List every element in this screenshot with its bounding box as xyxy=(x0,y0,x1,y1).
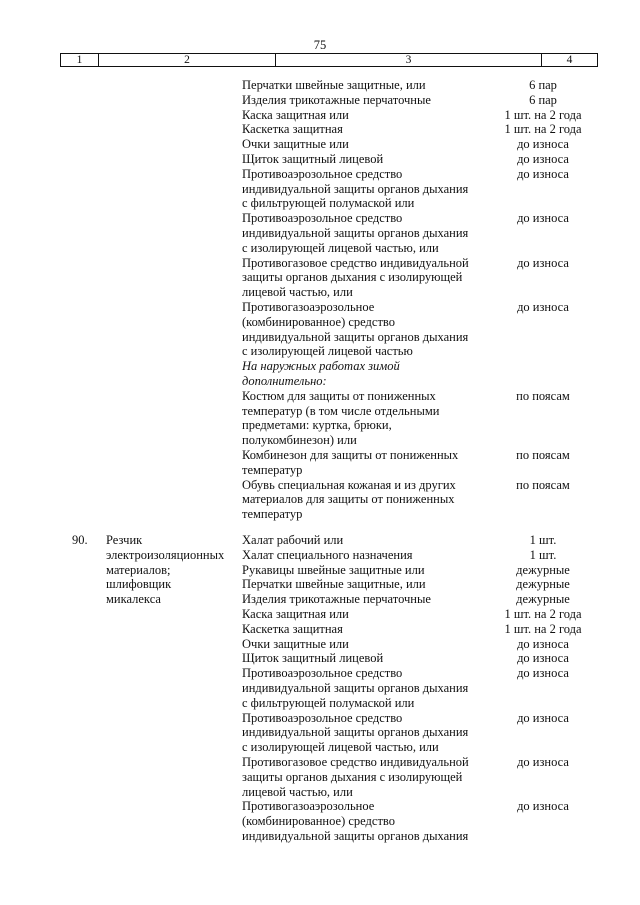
item-line: Обувь специальная кожаная и из других xyxy=(242,477,456,492)
profession-line: электроизоляционных xyxy=(106,547,225,562)
block1-item-quantity: по поясам xyxy=(516,388,570,403)
block1-item-text xyxy=(242,359,492,389)
item-line: лицевой частью, или xyxy=(242,285,353,300)
block1-item-text xyxy=(242,448,492,478)
table-header xyxy=(60,53,598,67)
item-line: Халат специального назначения xyxy=(242,547,413,562)
header-col-1: 1 xyxy=(76,54,83,66)
block1-item-quantity: 6 пар xyxy=(529,78,557,92)
block1-item-quantity: 6 пар xyxy=(529,92,557,107)
entry90-item-text xyxy=(242,592,492,607)
entry90-item-quantity: до износа xyxy=(517,755,569,769)
item-line: Противоаэрозольное средство xyxy=(242,666,403,681)
block1-item-text xyxy=(242,108,492,123)
block1-item-text xyxy=(242,78,492,93)
item-line: Каскетка защитная xyxy=(242,621,343,636)
item-line: индивидуальной защиты органов дыхания xyxy=(242,725,469,740)
entry90-item-quantity: до износа xyxy=(517,710,569,725)
item-line: индивидуальной защиты органов дыхания xyxy=(242,225,469,240)
header-col-4: 4 xyxy=(566,54,573,66)
entry90-item-quantity: до износа xyxy=(517,636,569,651)
item-line: предметами: куртка, брюки, xyxy=(242,418,392,433)
entry90-item-text xyxy=(242,533,492,548)
block1-item-text xyxy=(242,300,492,359)
entry90-item-text xyxy=(242,755,492,799)
entry90-item-text xyxy=(242,577,492,592)
item-line: Противогазоаэрозольное xyxy=(242,300,375,314)
item-line: Рукавицы швейные защитные или xyxy=(242,562,425,577)
item-line: Комбинезон для защиты от пониженных xyxy=(242,448,459,462)
entry90-item-text xyxy=(242,711,492,755)
entry90-item-quantity: 1 шт. xyxy=(529,533,557,547)
entry90-item-text xyxy=(242,622,492,637)
block1-item-quantity: до износа xyxy=(517,255,569,270)
item-line: с фильтрующей полумаской или xyxy=(242,196,415,211)
item-line: (комбинированное) средство xyxy=(242,814,395,829)
item-line: Противогазоаэрозольное xyxy=(242,799,375,814)
profession-name xyxy=(106,533,236,607)
item-line: Противогазовое средство индивидуальной xyxy=(242,755,469,769)
item-line: Щиток защитный лицевой xyxy=(242,651,384,666)
entry-number: 90. xyxy=(72,533,88,547)
item-line: лицевой частью, или xyxy=(242,784,353,799)
block1-item-quantity: до износа xyxy=(517,137,569,152)
entry90-item-quantity: дежурные xyxy=(516,577,570,592)
item-line: с изолирующей лицевой частью, или xyxy=(242,740,439,755)
item-line: индивидуальной защиты органов дыхания xyxy=(242,329,469,344)
block1-item-quantity: до износа xyxy=(517,300,569,314)
header-col-2: 2 xyxy=(184,54,190,66)
item-line: температур xyxy=(242,462,303,477)
entry90-item-quantity: до износа xyxy=(517,666,569,681)
item-line: дополнительно: xyxy=(242,373,327,388)
block1-item-text xyxy=(242,211,492,255)
entry90-item-text xyxy=(242,548,492,563)
entry90-item-quantity: 1 шт. на 2 года xyxy=(504,607,582,621)
block1-item-quantity: до износа xyxy=(517,166,569,181)
item-line: индивидуальной защиты органов дыхания xyxy=(242,181,469,196)
block1-item-quantity: по поясам xyxy=(516,448,570,462)
entry90-item-text xyxy=(242,563,492,578)
item-line: защиты органов дыхания с изолирующей xyxy=(242,270,463,285)
item-line: температур xyxy=(242,507,303,522)
item-line: с изолирующей лицевой частью, или xyxy=(242,240,439,255)
item-line: температур (в том числе отдельными xyxy=(242,403,440,418)
item-line: Щиток защитный лицевой xyxy=(242,152,384,166)
block1-item-quantity: до износа xyxy=(517,152,569,166)
block1-item-text xyxy=(242,389,492,448)
profession-line: материалов; xyxy=(106,562,171,577)
item-line: Халат рабочий или xyxy=(242,533,344,547)
item-line: материалов для защиты от пониженных xyxy=(242,492,455,507)
item-line: Каска защитная или xyxy=(242,107,349,122)
block1-item-quantity: 1 шт. на 2 года xyxy=(504,122,582,137)
item-line: с изолирующей лицевой частью xyxy=(242,344,413,359)
entry90-item-quantity: до износа xyxy=(517,651,569,666)
item-line: (комбинированное) средство xyxy=(242,314,395,329)
item-line: с фильтрующей полумаской или xyxy=(242,695,415,710)
block1-item-text xyxy=(242,152,492,167)
item-line: Противогазовое средство индивидуальной xyxy=(242,255,469,270)
block1-item-text xyxy=(242,256,492,300)
entry90-item-quantity: дежурные xyxy=(516,592,570,607)
item-line: Перчатки швейные защитные, или xyxy=(242,577,426,592)
item-line: Изделия трикотажные перчаточные xyxy=(242,592,431,607)
item-line: Костюм для защиты от пониженных xyxy=(242,388,436,403)
entry90-item-quantity: до износа xyxy=(517,799,569,814)
item-line: Каска защитная или xyxy=(242,607,349,621)
item-line: Противоаэрозольное средство xyxy=(242,166,403,181)
block1-item-text xyxy=(242,122,492,137)
item-line: индивидуальной защиты органов дыхания xyxy=(242,828,469,843)
entry90-item-quantity: 1 шт. xyxy=(529,547,557,562)
profession-line: Резчик xyxy=(106,533,143,547)
profession-line: шлифовщик xyxy=(106,577,172,592)
item-line: Противоаэрозольное средство xyxy=(242,211,403,226)
item-line: Очки защитные или xyxy=(242,636,349,651)
entry90-item-text xyxy=(242,651,492,666)
item-line: индивидуальной защиты органов дыхания xyxy=(242,680,469,695)
entry90-item-text xyxy=(242,666,492,710)
page-number: 75 xyxy=(313,38,327,52)
item-line: На наружных работах зимой xyxy=(242,359,400,374)
profession-line: микалекса xyxy=(106,592,161,607)
entry90-item-text xyxy=(242,607,492,622)
item-line: полукомбинезон) или xyxy=(242,433,357,448)
block1-item-text xyxy=(242,137,492,152)
item-line: Каскетка защитная xyxy=(242,122,343,137)
block1-item-text xyxy=(242,93,492,108)
item-line: защиты органов дыхания с изолирующей xyxy=(242,769,463,784)
item-line: Изделия трикотажные перчаточные xyxy=(242,92,431,107)
header-col-3: 3 xyxy=(405,54,412,66)
block1-item-text xyxy=(242,167,492,211)
entry90-item-quantity: дежурные xyxy=(516,562,570,577)
item-line: Перчатки швейные защитные, или xyxy=(242,78,426,92)
item-line: Противоаэрозольное средство xyxy=(242,710,403,725)
block1-item-quantity: по поясам xyxy=(516,477,570,492)
entry90-item-text xyxy=(242,799,492,843)
item-line: Очки защитные или xyxy=(242,137,349,152)
block1-item-text xyxy=(242,478,492,522)
block1-item-quantity: до износа xyxy=(517,211,569,226)
block1-item-quantity: 1 шт. на 2 года xyxy=(504,107,582,122)
entry90-item-quantity: 1 шт. на 2 года xyxy=(504,621,582,636)
entry90-item-text xyxy=(242,637,492,652)
